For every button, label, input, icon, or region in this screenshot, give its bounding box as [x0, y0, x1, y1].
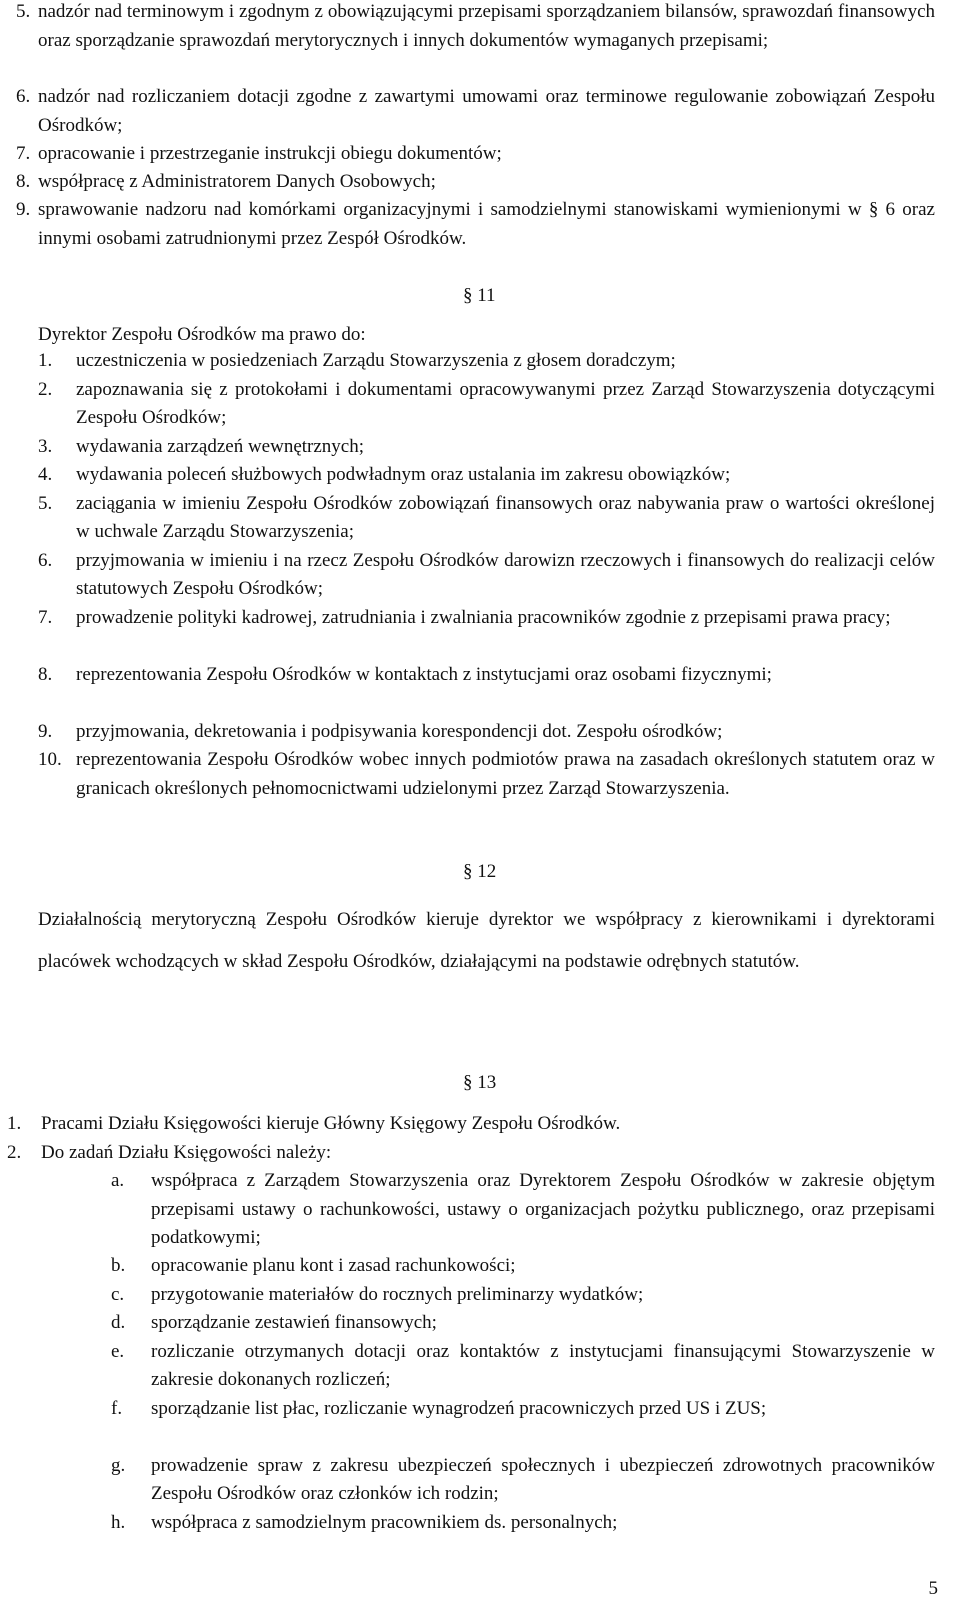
- item-number: 5.: [38, 492, 53, 514]
- item-text: przygotowanie materiałów do rocznych preliminarzy wydatków;: [151, 1283, 644, 1305]
- list-item: [16, 168, 935, 196]
- item-number: 2.: [38, 378, 53, 400]
- list-item: [7, 1110, 907, 1139]
- item-letter: e.: [111, 1340, 125, 1362]
- item-letter: h.: [111, 1511, 126, 1533]
- item-letter: f.: [111, 1397, 123, 1419]
- item-number: 7.: [38, 606, 53, 628]
- item-text: sprawowanie nadzoru nad komórkami organizacyjnymi i samodzielnymi stanowiskami wymienionymi w § 6 oraz innymi osobami zatrudnionymi przez Zespół Ośrodków.: [38, 199, 935, 249]
- item-text: sporządzanie list płac, rozliczanie wynagrodzeń pracowniczych przed US i ZUS;: [151, 1397, 767, 1419]
- item-text: wydawania poleceń służbowych podwładnym oraz ustalania im zakresu obowiązków;: [76, 464, 731, 485]
- item-text: Do zadań Działu Księgowości należy:: [41, 1141, 332, 1163]
- item-text: zaciągania w imieniu Zespołu Ośrodków zobowiązań finansowych oraz nabywania praw o wartości określonej w uchwale Zarządu Stowarzyszenia;: [76, 492, 935, 542]
- item-text: nadzór nad terminowym i zgodnym z obowiązującymi przepisami sporządzaniem bilansów, sprawozdań finansowych oraz sporządzanie sprawozdań merytorycznych i innych dokumentów wymaganych przepisami;: [38, 1, 935, 51]
- item-text: reprezentowania Zespołu Ośrodków wobec innych podmiotów prawa na zasadach określonych statutem oraz w granicach określonych pełnomocnictwami udzielonymi przez Zarząd Stowarzyszenia.: [76, 749, 935, 799]
- sec11-intro: Dyrektor Zespołu Ośrodków ma prawo do:: [38, 324, 366, 345]
- item-text: współpracę z Administratorem Danych Osobowych;: [38, 171, 436, 192]
- item-number: 8.: [16, 171, 31, 192]
- list-item: [16, 196, 935, 253]
- list-item: [38, 490, 935, 547]
- sec13-list: [7, 1110, 907, 1167]
- sec11-list: [38, 347, 935, 831]
- item-number: 2.: [7, 1141, 22, 1163]
- item-letter: d.: [111, 1312, 126, 1333]
- item-number: 8.: [38, 663, 53, 685]
- item-letter: c.: [111, 1283, 125, 1305]
- item-number: 4.: [38, 464, 53, 485]
- item-text: nadzór nad rozliczaniem dotacji zgodne z zawartymi umowami oraz terminowe regulowanie zobowiązań Zespołu Ośrodków;: [38, 86, 935, 136]
- list-item: [38, 746, 935, 831]
- item-text: reprezentowania Zespołu Ośrodków w kontaktach z instytucjami oraz osobami fizycznymi;: [76, 663, 772, 685]
- section-heading-text: § 11: [463, 285, 496, 306]
- item-letter: b.: [111, 1255, 126, 1276]
- item-number: 9.: [16, 199, 31, 220]
- item-text: przyjmowania w imieniu i na rzecz Zespołu Ośrodków darowizn rzeczowych i finansowych do realizacji celów statutowych Zespołu Ośrodków;: [76, 549, 935, 599]
- sec10-list: [16, 0, 935, 253]
- item-text: prowadzenie spraw z zakresu ubezpieczeń społecznych i ubezpieczeń zdrowotnych pracowników Zespołu Ośrodków oraz członków ich rodzin;: [151, 1454, 935, 1504]
- list-item: [38, 461, 935, 490]
- item-text: współpraca z Zarządem Stowarzyszenia oraz Dyrektorem Zespołu Ośrodków w zakresie objętym przepisami ustawy o rachunkowości, ustawy o organizacjach pożytku publicznego, oraz przepisami podatkowymi;: [151, 1170, 935, 1248]
- item-number: 1.: [38, 350, 53, 371]
- item-number: 6.: [16, 86, 31, 107]
- sec12-paragraph: Działalnością merytoryczną Zespołu Ośrodków kieruje dyrektor we współpracy z kierownikami i dyrektorami placówek wchodzących w skład Zespołu Ośrodków, działającymi na podstawie odrębnych statutów.: [38, 909, 935, 972]
- list-item: [38, 376, 935, 433]
- item-number: 3.: [38, 435, 53, 457]
- list-item: [111, 1338, 935, 1395]
- item-number: 7.: [16, 143, 31, 164]
- item-text: zapoznawania się z protokołami i dokumentami opracowywanymi przez Zarząd Stowarzyszenia dotyczącymi Zespołu Ośrodków;: [76, 378, 935, 428]
- list-item: [16, 0, 935, 83]
- item-number: 9.: [38, 720, 53, 742]
- list-item: [38, 718, 935, 747]
- list-item: [38, 547, 935, 604]
- item-text: wydawania zarządzeń wewnętrznych;: [76, 435, 365, 457]
- item-number: 1.: [7, 1113, 22, 1134]
- list-item: [111, 1452, 935, 1509]
- list-item: [111, 1509, 935, 1538]
- item-text: prowadzenie polityki kadrowej, zatrudniania i zwalniania pracowników zgodnie z przepisami prawa pracy;: [76, 606, 891, 628]
- section-heading-text: § 12: [463, 861, 497, 882]
- list-item: [16, 83, 935, 140]
- item-letter: a.: [111, 1170, 125, 1191]
- list-item: [111, 1281, 935, 1310]
- list-item: [16, 140, 935, 168]
- item-text: przyjmowania, dekretowania i podpisywania korespondencji dot. Zespołu ośrodków;: [76, 720, 723, 742]
- list-item: [38, 661, 935, 718]
- item-text: uczestniczenia w posiedzeniach Zarządu Stowarzyszenia z głosem doradczym;: [76, 350, 676, 371]
- item-text: współpraca z samodzielnym pracownikiem ds. personalnych;: [151, 1511, 618, 1533]
- item-number: 6.: [38, 549, 53, 571]
- item-text: rozliczanie otrzymanych dotacji oraz kontaktów z instytucjami finansującymi Stowarzyszenie w zakresie dokonanych rozliczeń;: [151, 1340, 935, 1390]
- list-item: [7, 1139, 907, 1168]
- section-heading-text: § 13: [463, 1072, 497, 1093]
- item-number: 5.: [16, 1, 31, 22]
- item-text: Pracami Działu Księgowości kieruje Główny Księgowy Zespołu Ośrodków.: [41, 1113, 621, 1134]
- item-text: sporządzanie zestawień finansowych;: [151, 1312, 437, 1333]
- list-item: [38, 604, 935, 661]
- list-item: [111, 1167, 935, 1252]
- list-item: [111, 1252, 935, 1281]
- item-text: opracowanie planu kont i zasad rachunkowości;: [151, 1255, 516, 1276]
- sec13-sublist: [111, 1167, 935, 1537]
- item-letter: g.: [111, 1454, 126, 1476]
- list-item: [38, 347, 935, 376]
- item-number: 10.: [38, 749, 62, 770]
- item-text: opracowanie i przestrzeganie instrukcji obiegu dokumentów;: [38, 143, 502, 164]
- list-item: [111, 1309, 935, 1338]
- list-item: [111, 1395, 935, 1452]
- list-item: [38, 433, 935, 462]
- page-number: 5: [928, 1577, 938, 1599]
